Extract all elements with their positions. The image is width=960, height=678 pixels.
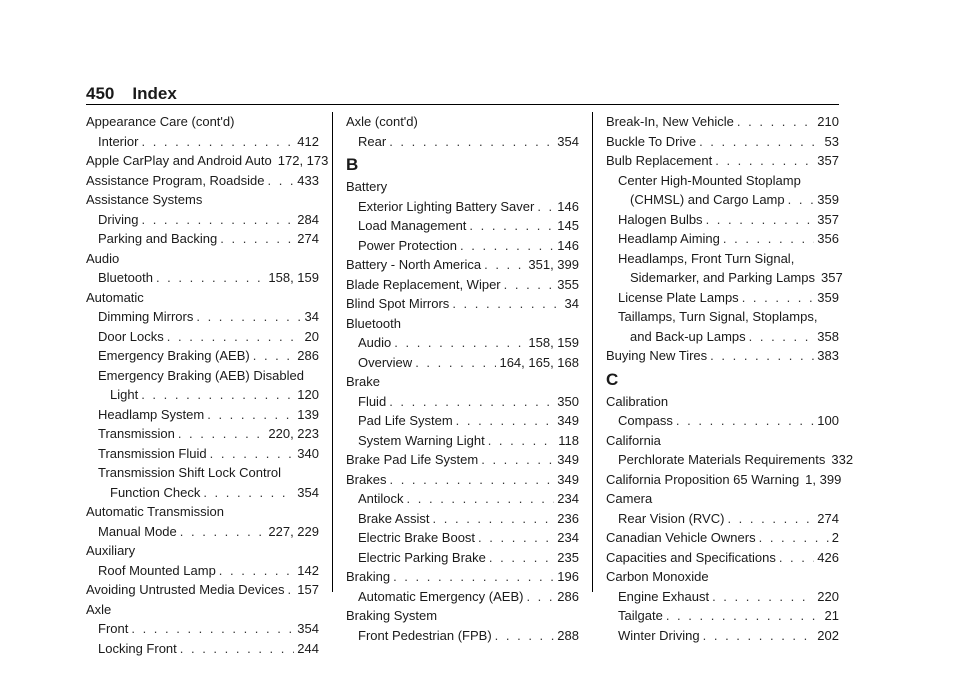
dot-leader xyxy=(207,405,294,425)
index-entry xyxy=(86,346,319,366)
page-reference: 354 xyxy=(297,621,319,636)
dot-leader xyxy=(779,548,814,568)
index-term: Battery - North America xyxy=(346,257,482,272)
dot-leader xyxy=(141,385,294,405)
index-term: (CHMSL) and Cargo Lamp xyxy=(630,192,785,207)
page-reference: 202 xyxy=(817,627,839,643)
page-reference: 120 xyxy=(297,387,319,402)
index-term: Engine Exhaust xyxy=(618,588,710,604)
page-reference: 100 xyxy=(817,413,839,428)
dot-leader xyxy=(504,275,555,295)
index-entry xyxy=(606,346,839,366)
page-reference: 157 xyxy=(297,582,319,597)
dot-leader xyxy=(178,424,266,444)
dot-leader xyxy=(156,268,265,288)
index-entry xyxy=(346,392,579,412)
page-title: Index xyxy=(132,84,177,103)
index-term: Power Protection xyxy=(358,237,457,253)
index-term: Winter Driving xyxy=(618,627,700,643)
index-entry xyxy=(86,483,319,503)
index-term: Antilock xyxy=(358,491,404,506)
index-term: California Proposition 65 Warning xyxy=(606,471,800,487)
index-term: Assistance Program, Roadside xyxy=(86,172,265,188)
page-reference: 359 xyxy=(817,289,839,305)
index-heading: Brake xyxy=(346,374,380,389)
page-reference: 359 xyxy=(817,192,839,207)
dot-leader xyxy=(727,509,814,529)
dot-leader xyxy=(666,606,822,626)
index-entry xyxy=(606,470,842,490)
dot-leader xyxy=(407,489,555,509)
index-entry xyxy=(346,587,579,607)
dot-leader xyxy=(180,522,266,542)
index-term: Fluid xyxy=(358,393,387,409)
page-number: 450 xyxy=(86,84,115,103)
index-entry xyxy=(606,132,839,152)
index-term: Headlamp System xyxy=(98,406,205,422)
page-reference: 383 xyxy=(817,348,839,363)
page-reference: 34 xyxy=(564,296,579,311)
dot-leader xyxy=(488,431,556,451)
page-reference: 426 xyxy=(817,549,839,565)
index-entry xyxy=(606,626,839,646)
dot-leader xyxy=(267,171,294,191)
index-entry xyxy=(606,210,839,230)
page-reference: 21 xyxy=(824,608,839,623)
index-entry xyxy=(606,450,854,470)
dot-leader xyxy=(723,229,814,249)
page-reference: 118 xyxy=(558,432,579,448)
dot-leader xyxy=(196,307,301,327)
dot-leader xyxy=(389,392,554,412)
page-reference: 332 xyxy=(831,452,854,467)
dot-leader xyxy=(676,411,814,431)
page-reference: 274 xyxy=(817,510,839,526)
dot-leader xyxy=(737,112,814,132)
dot-leader xyxy=(715,151,814,171)
index-entry xyxy=(606,190,839,210)
index-term: Avoiding Untrusted Media Devices xyxy=(86,582,285,597)
page-reference: 146 xyxy=(557,198,579,214)
index-heading: Audio xyxy=(86,250,120,266)
index-entry xyxy=(86,619,319,639)
index-heading: Appearance Care (cont'd) xyxy=(86,114,235,129)
index-term: Roof Mounted Lamp xyxy=(98,562,216,578)
index-term: Function Check xyxy=(110,484,201,500)
index-term: Automatic Emergency (AEB) xyxy=(358,588,524,604)
index-entry xyxy=(346,216,579,236)
index-heading: Braking System xyxy=(346,608,438,623)
index-term: Buying New Tires xyxy=(606,348,708,363)
index-term: Blade Replacement, Wiper xyxy=(346,276,501,292)
page-reference: 357 xyxy=(820,270,843,285)
index-term: Buckle To Drive xyxy=(606,133,697,149)
index-heading: Axle (cont'd) xyxy=(346,114,418,129)
dot-leader xyxy=(788,190,815,210)
index-term: Braking xyxy=(346,569,391,584)
index-term: Front Pedestrian (FPB) xyxy=(358,627,492,643)
page-reference: 196 xyxy=(557,569,579,584)
index-entry xyxy=(86,385,319,405)
index-entry xyxy=(346,470,579,490)
page-reference: 235 xyxy=(557,549,579,565)
index-term: Locking Front xyxy=(98,640,177,656)
page-reference: 358 xyxy=(817,328,839,344)
dot-leader xyxy=(749,327,815,347)
index-heading: Transmission Shift Lock Control xyxy=(98,465,282,480)
index-entry xyxy=(346,197,579,217)
dot-leader xyxy=(141,210,294,230)
page-reference: 2 xyxy=(831,530,839,545)
page-reference: 349 xyxy=(557,413,579,428)
index-heading: Axle xyxy=(86,601,112,617)
index-entry xyxy=(86,327,319,347)
page-header xyxy=(86,84,177,104)
index-term: Interior xyxy=(98,133,139,149)
index-entry xyxy=(346,509,579,529)
index-term: Dimming Mirrors xyxy=(98,309,194,324)
page-reference: 139 xyxy=(297,406,319,422)
index-term: Break-In, New Vehicle xyxy=(606,114,734,129)
index-entry xyxy=(346,626,579,646)
dot-leader xyxy=(481,450,554,470)
dot-leader xyxy=(131,619,294,639)
index-term: Emergency Braking (AEB) xyxy=(98,348,250,363)
index-term: Brake Assist xyxy=(358,510,430,526)
dot-leader xyxy=(389,132,554,152)
index-entry xyxy=(606,587,839,607)
page-reference: 433 xyxy=(297,172,319,188)
page-reference: 210 xyxy=(817,114,839,129)
header-rule xyxy=(86,104,839,105)
index-term: Perchlorate Materials Requirements xyxy=(618,452,826,467)
index-column-2 xyxy=(346,112,579,645)
page-reference: 234 xyxy=(557,530,579,545)
column-divider xyxy=(592,112,593,592)
index-entry xyxy=(86,522,319,542)
index-entry xyxy=(606,528,839,548)
index-term: Parking and Backing xyxy=(98,231,218,246)
index-entry xyxy=(346,236,579,256)
index-term: Electric Parking Brake xyxy=(358,549,486,565)
page-reference: 34 xyxy=(304,309,319,324)
page-reference: 351, 399 xyxy=(528,257,579,272)
index-entry xyxy=(606,229,839,249)
index-entry xyxy=(86,132,319,152)
dot-leader xyxy=(415,353,496,373)
dot-leader xyxy=(706,210,815,230)
page-reference: 356 xyxy=(817,231,839,246)
index-term: Rear Vision (RVC) xyxy=(618,510,725,526)
page-reference: 349 xyxy=(557,471,579,487)
index-term: Transmission xyxy=(98,426,175,441)
index-term: Brakes xyxy=(346,471,387,487)
index-entry xyxy=(86,561,319,581)
index-heading: Carbon Monoxide xyxy=(606,569,709,584)
page-reference: 286 xyxy=(557,588,579,604)
index-entry xyxy=(346,431,579,451)
index-column-3 xyxy=(606,112,854,645)
dot-leader xyxy=(220,229,294,249)
index-term: Load Management xyxy=(358,218,467,233)
index-entry xyxy=(606,606,839,626)
index-term: Audio xyxy=(358,335,392,350)
index-heading: Automatic xyxy=(86,289,144,305)
index-term: System Warning Light xyxy=(358,432,485,448)
index-term: Sidemarker, and Parking Lamps xyxy=(630,270,815,285)
page-reference: 227, 229 xyxy=(268,523,319,539)
index-term: and Back-up Lamps xyxy=(630,328,746,344)
index-term: Front xyxy=(98,621,129,636)
dot-leader xyxy=(180,639,295,659)
page-reference: 53 xyxy=(824,133,839,149)
index-entry xyxy=(86,307,319,327)
index-heading: Headlamps, Front Turn Signal, xyxy=(618,250,795,266)
index-entry xyxy=(86,405,319,425)
page-reference: 284 xyxy=(297,211,319,227)
dot-leader xyxy=(489,548,554,568)
section-letter: B xyxy=(346,155,359,174)
index-entry xyxy=(346,548,579,568)
index-heading: Center High-Mounted Stoplamp xyxy=(618,172,801,188)
index-entry xyxy=(86,268,319,288)
index-heading: Taillamps, Turn Signal, Stoplamps, xyxy=(618,309,818,324)
dot-leader xyxy=(389,470,554,490)
page-reference: 146 xyxy=(557,237,579,253)
dot-leader xyxy=(167,327,302,347)
page-reference: 355 xyxy=(557,276,579,292)
index-entry xyxy=(346,411,579,431)
index-heading: Emergency Braking (AEB) Disabled xyxy=(98,367,304,383)
page-reference: 145 xyxy=(557,218,579,233)
index-entry xyxy=(346,255,579,275)
index-entry xyxy=(606,327,839,347)
index-entry xyxy=(606,151,839,171)
index-entry xyxy=(346,275,579,295)
dot-leader xyxy=(460,236,554,256)
index-entry xyxy=(346,353,579,373)
section-letter: C xyxy=(606,369,619,389)
dot-leader xyxy=(393,567,554,587)
page-reference: 220 xyxy=(817,588,839,604)
index-term: Blind Spot Mirrors xyxy=(346,296,450,311)
index-term: Exterior Lighting Battery Saver xyxy=(358,198,535,214)
dot-leader xyxy=(203,483,294,503)
dot-leader xyxy=(484,255,525,275)
dot-leader xyxy=(456,411,555,431)
index-entry xyxy=(86,229,319,249)
index-term: Electric Brake Boost xyxy=(358,530,476,545)
page-reference: 286 xyxy=(297,348,319,363)
index-term: Overview xyxy=(358,354,413,370)
index-entry xyxy=(346,132,579,152)
dot-leader xyxy=(219,561,295,581)
index-term: Manual Mode xyxy=(98,523,177,539)
page-reference: 142 xyxy=(297,562,319,578)
index-term: Tailgate xyxy=(618,608,663,623)
index-entry xyxy=(86,210,319,230)
index-heading: Battery xyxy=(346,179,388,194)
index-entry xyxy=(346,567,579,587)
index-heading: Bluetooth xyxy=(346,315,401,331)
index-entry xyxy=(86,580,319,600)
page-reference: 1, 399 xyxy=(805,471,842,487)
index-entry xyxy=(346,333,579,353)
dot-leader xyxy=(478,528,554,548)
index-term: Bluetooth xyxy=(98,270,153,285)
index-entry xyxy=(606,548,839,568)
page-reference: 234 xyxy=(557,491,579,506)
dot-leader xyxy=(495,626,555,646)
page-reference: 274 xyxy=(297,231,319,246)
index-term: Apple CarPlay and Android Auto xyxy=(86,153,272,168)
page-reference: 349 xyxy=(557,452,579,467)
index-entry xyxy=(86,151,329,171)
page-reference: 340 xyxy=(297,445,319,461)
index-term: Transmission Fluid xyxy=(98,445,207,461)
page-reference: 172, 173 xyxy=(277,153,329,168)
page-reference: 288 xyxy=(557,627,579,643)
index-term: Light xyxy=(110,387,139,402)
page-reference: 412 xyxy=(297,133,319,149)
dot-leader xyxy=(452,294,561,314)
dot-leader xyxy=(699,132,821,152)
page-reference: 350 xyxy=(557,393,579,409)
page-reference: 354 xyxy=(557,133,579,149)
index-heading: Assistance Systems xyxy=(86,192,203,207)
dot-leader xyxy=(433,509,555,529)
index-term: Door Locks xyxy=(98,328,164,344)
dot-leader xyxy=(394,333,525,353)
index-heading: Camera xyxy=(606,491,653,506)
dot-leader xyxy=(710,346,814,366)
dot-leader xyxy=(141,132,294,152)
dot-leader xyxy=(537,197,554,217)
index-entry xyxy=(606,411,839,431)
index-term: Bulb Replacement xyxy=(606,153,713,168)
index-entry xyxy=(86,171,319,191)
index-entry xyxy=(86,639,319,659)
index-column-1 xyxy=(86,112,329,658)
index-term: Brake Pad Life System xyxy=(346,452,479,467)
page-reference: 20 xyxy=(304,328,319,344)
index-heading: Automatic Transmission xyxy=(86,504,224,519)
dot-leader xyxy=(469,216,554,236)
index-heading: Auxiliary xyxy=(86,543,136,558)
index-entry xyxy=(86,424,319,444)
page-reference: 158, 159 xyxy=(268,270,319,285)
index-term: Headlamp Aiming xyxy=(618,231,720,246)
index-term: Rear xyxy=(358,133,387,149)
index-entry xyxy=(606,288,839,308)
index-entry xyxy=(346,450,579,470)
index-heading: Calibration xyxy=(606,393,669,409)
dot-leader xyxy=(759,528,829,548)
column-divider xyxy=(332,112,333,592)
index-entry xyxy=(606,112,839,132)
dot-leader xyxy=(712,587,814,607)
index-entry xyxy=(346,489,579,509)
index-term: Driving xyxy=(98,211,139,227)
index-heading: California xyxy=(606,432,661,448)
index-term: License Plate Lamps xyxy=(618,289,739,305)
index-term: Compass xyxy=(618,413,673,428)
index-term: Halogen Bulbs xyxy=(618,211,703,227)
index-entry xyxy=(346,528,579,548)
page-reference: 354 xyxy=(297,484,319,500)
dot-leader xyxy=(287,580,294,600)
index-entry xyxy=(606,268,843,288)
page-reference: 357 xyxy=(817,153,839,168)
page-reference: 220, 223 xyxy=(268,426,319,441)
page-reference: 158, 159 xyxy=(528,335,579,350)
dot-leader xyxy=(703,626,815,646)
page-reference: 236 xyxy=(557,510,579,526)
index-entry xyxy=(346,294,579,314)
page-reference: 244 xyxy=(297,640,319,656)
page-reference: 357 xyxy=(817,211,839,227)
index-entry xyxy=(606,509,839,529)
dot-leader xyxy=(253,346,295,366)
dot-leader xyxy=(210,444,295,464)
index-entry xyxy=(86,444,319,464)
index-term: Pad Life System xyxy=(358,413,453,428)
index-term: Capacities and Specifications xyxy=(606,549,776,565)
page-reference: 164, 165, 168 xyxy=(499,354,579,370)
dot-leader xyxy=(742,288,815,308)
index-term: Canadian Vehicle Owners xyxy=(606,530,756,545)
dot-leader xyxy=(526,587,554,607)
